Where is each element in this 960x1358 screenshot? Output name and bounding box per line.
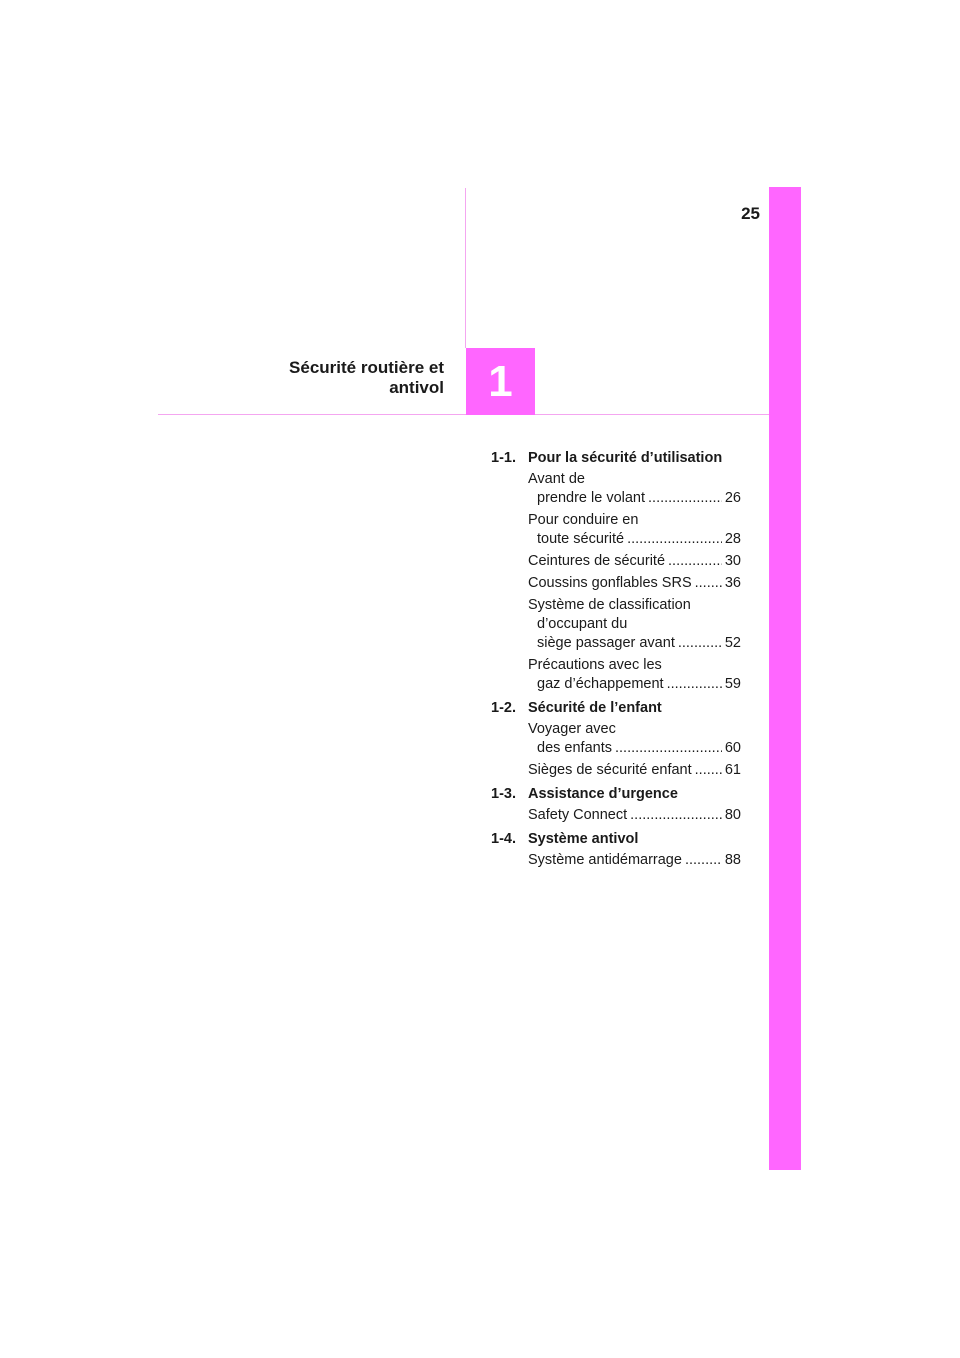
toc-section-heading[interactable] bbox=[491, 448, 741, 468]
header-horizontal-rule bbox=[158, 414, 770, 415]
toc-section-title: Pour la sécurité d’utilisation bbox=[528, 450, 723, 466]
toc-section bbox=[491, 448, 741, 694]
toc-section-title: Système antivol bbox=[528, 831, 639, 847]
chapter-title bbox=[250, 358, 444, 398]
toc-entry-text: Safety Connect bbox=[528, 807, 628, 823]
toc-leader-dots bbox=[667, 675, 722, 694]
toc-entry-last-line bbox=[528, 761, 741, 780]
toc-entry[interactable] bbox=[528, 720, 741, 758]
toc-leader-dots bbox=[695, 574, 722, 593]
toc-section bbox=[491, 784, 741, 825]
toc-entry-text: Ceintures de sécurité bbox=[528, 553, 666, 569]
toc-entry-text: toute sécurité bbox=[537, 531, 625, 547]
toc-leader-dots bbox=[678, 634, 722, 653]
toc-entry[interactable] bbox=[528, 511, 741, 549]
toc-entry-line: Précautions avec les bbox=[528, 657, 662, 673]
toc-entry-line: Avant de bbox=[528, 471, 585, 487]
toc-entry[interactable] bbox=[528, 552, 741, 571]
toc-section-number: 1-4. bbox=[491, 831, 516, 847]
toc-entry[interactable] bbox=[528, 851, 741, 870]
toc-entry-last-line bbox=[528, 851, 741, 870]
toc-entry-last-line bbox=[528, 552, 741, 571]
toc-page-number: 59 bbox=[724, 676, 741, 692]
toc-entry[interactable] bbox=[528, 596, 741, 653]
toc-entry-line: Système de classification bbox=[528, 597, 691, 613]
chapter-side-tab bbox=[769, 187, 801, 1170]
header-vertical-rule bbox=[465, 188, 466, 348]
toc-entry-last-line bbox=[528, 489, 741, 508]
toc-entry-text: des enfants bbox=[537, 740, 612, 756]
toc-section-heading[interactable] bbox=[491, 829, 741, 849]
chapter-title-line: antivol bbox=[389, 378, 444, 397]
toc-leader-dots bbox=[627, 530, 722, 549]
toc-leader-dots bbox=[630, 806, 722, 825]
toc-page-number: 30 bbox=[724, 553, 741, 569]
toc-entry-last-line bbox=[528, 675, 741, 694]
toc-page-number: 80 bbox=[724, 807, 741, 823]
toc-section bbox=[491, 698, 741, 780]
toc-section-title: Sécurité de l’enfant bbox=[528, 700, 662, 716]
toc-section-title: Assistance d’urgence bbox=[528, 786, 678, 802]
toc-leader-dots bbox=[695, 761, 722, 780]
toc-entry-text: siège passager avant bbox=[537, 635, 675, 651]
toc-entry[interactable] bbox=[528, 761, 741, 780]
toc-entry-last-line bbox=[528, 574, 741, 593]
toc-entry-text: prendre le volant bbox=[537, 490, 646, 506]
page-number: 25 bbox=[741, 204, 760, 223]
toc-leader-dots bbox=[685, 851, 722, 870]
toc-entry-last-line bbox=[528, 634, 741, 653]
toc-page-number: 36 bbox=[724, 575, 741, 591]
toc-leader-dots bbox=[648, 489, 722, 508]
toc-entry-line: d’occupant du bbox=[537, 616, 628, 632]
toc-entry-line: Voyager avec bbox=[528, 721, 616, 737]
toc-section-heading[interactable] bbox=[491, 698, 741, 718]
toc-section-heading[interactable] bbox=[491, 784, 741, 804]
toc-section-number: 1-2. bbox=[491, 700, 516, 716]
toc-page-number: 52 bbox=[724, 635, 741, 651]
toc-entry-text: Sièges de sécurité enfant bbox=[528, 762, 692, 778]
toc-page-number: 61 bbox=[724, 762, 741, 778]
toc-section-number: 1-1. bbox=[491, 450, 516, 466]
toc-section-number: 1-3. bbox=[491, 786, 516, 802]
toc-entry-line: Pour conduire en bbox=[528, 512, 639, 528]
toc-entry-text: Coussins gonflables SRS bbox=[528, 575, 692, 591]
toc-entry[interactable] bbox=[528, 574, 741, 593]
toc-leader-dots bbox=[615, 739, 722, 758]
toc-entry[interactable] bbox=[528, 806, 741, 825]
table-of-contents bbox=[491, 448, 741, 874]
toc-entry-text: gaz d’échappement bbox=[537, 676, 664, 692]
toc-entry-last-line bbox=[528, 806, 741, 825]
chapter-number-box: 1 bbox=[466, 348, 535, 415]
chapter-title-line: Sécurité routière et bbox=[289, 358, 444, 377]
toc-entry-last-line bbox=[528, 530, 741, 549]
toc-page-number: 28 bbox=[724, 531, 741, 547]
toc-entry-last-line bbox=[528, 739, 741, 758]
toc-entry-text: Système antidémarrage bbox=[528, 852, 682, 868]
toc-section bbox=[491, 829, 741, 870]
toc-page-number: 60 bbox=[724, 740, 741, 756]
toc-page-number: 88 bbox=[724, 852, 741, 868]
toc-leader-dots bbox=[668, 552, 722, 571]
toc-entry[interactable] bbox=[528, 656, 741, 694]
toc-page-number: 26 bbox=[724, 490, 741, 506]
toc-entry[interactable] bbox=[528, 470, 741, 508]
